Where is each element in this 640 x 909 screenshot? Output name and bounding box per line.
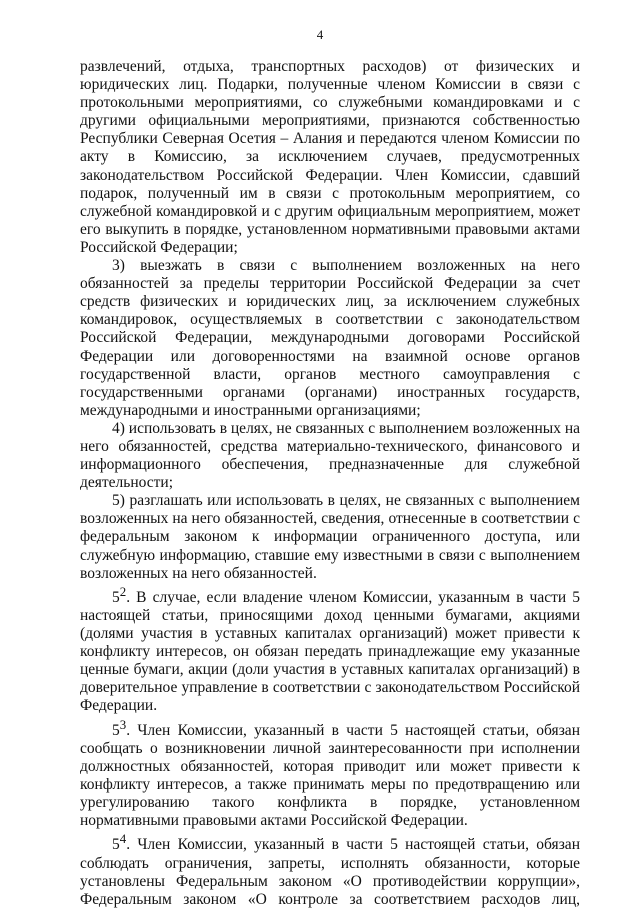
paragraph-item-3: 3) выезжать в связи с выполнением возложенных на него обязанностей за пределы территории Российской Федерации за счет средств физических и юридических лиц, за исключением служебных командировок, осуществляемых в соответствии с законодательством Российской Федерации, международными договорами Российской Федерации или договоренностями на взаимной основе органов государственной власти, органов местного самоуправления с государственными органами (органами) иностранных государств, международными и иностранными организациями;: [80, 257, 580, 419]
clause-number: 5: [112, 721, 120, 739]
clause-superscript: 2: [119, 583, 127, 599]
paragraph-clause-5-4: [80, 830, 580, 909]
paragraph-item-4: 4) использовать в целях, не связанных с выполнением возложенных на него обязанностей, средства материально-технического, финансового и информационного обеспечения, предназначенные для служебной деятельности;: [80, 419, 580, 492]
paragraph-clause-5-2: [80, 583, 580, 716]
document-body: [80, 58, 580, 909]
clause-superscript: 4: [119, 831, 127, 847]
paragraph-item-5: 5) разглашать или использовать в целях, не связанных с выполнением возложенных на него обязанностей, сведения, отнесенные в соответствии с федеральным законом к информации ограниченного доступа, или служебную информацию, ставшие ему известными в связи с выполнением возложенных на него обязанностей.: [80, 492, 580, 582]
clause-number: 5: [112, 836, 120, 854]
page-number: 4: [316, 27, 324, 42]
clause-number: 5: [112, 588, 120, 606]
clause-text: . В случае, если владение членом Комиссии, указанным в части 5 настоящей статьи, приносящими доход ценными бумагами, акциями (долями участия в уставных капиталах организаций) может привести к конфликту интересов, он обязан передать принадлежащие ему указанные ценные бумаги, акции (доли участия в уставных капиталах организаций) в доверительное управление в соответствии с законодательством Российской Федерации.: [80, 588, 580, 715]
clause-text: . Член Комиссии, указанный в части 5 настоящей статьи, обязан соблюдать ограничения, запреты, исполнять обязанности, которые установлены Федеральным законом «О противодействии коррупции», Федеральным законом «О контроле за соответствием расходов лиц,: [80, 836, 580, 908]
paragraph-clause-5-3: [80, 716, 580, 831]
paragraph-continuation: развлечений, отдыха, транспортных расходов) от физических и юридических лиц. Подарки, полученные членом Комиссии в связи с протокольными мероприятиями, со служебными командировками и с другими официальными мероприятиями, признаются собственностью Республики Северная Осетия – Алания и передаются членом Комиссии по акту в Комиссию, за исключением случаев, предусмотренных законодательством Российской Федерации. Член Комиссии, сдавший подарок, полученный им в связи с протокольным мероприятием, со служебной командировкой и с другим официальным мероприятием, может его выкупить в порядке, установленном нормативными правовыми актами Российской Федерации;: [80, 58, 580, 256]
clause-superscript: 3: [119, 716, 127, 732]
clause-text: . Член Комиссии, указанный в части 5 настоящей статьи, обязан сообщать о возникновении личной заинтересованности при исполнении должностных обязанностей, которая приводит или может привести к конфликту интересов, а также принимать меры по предотвращению или урегулированию такого конфликта в порядке, установленном нормативными правовыми актами Российской Федерации.: [80, 721, 580, 830]
